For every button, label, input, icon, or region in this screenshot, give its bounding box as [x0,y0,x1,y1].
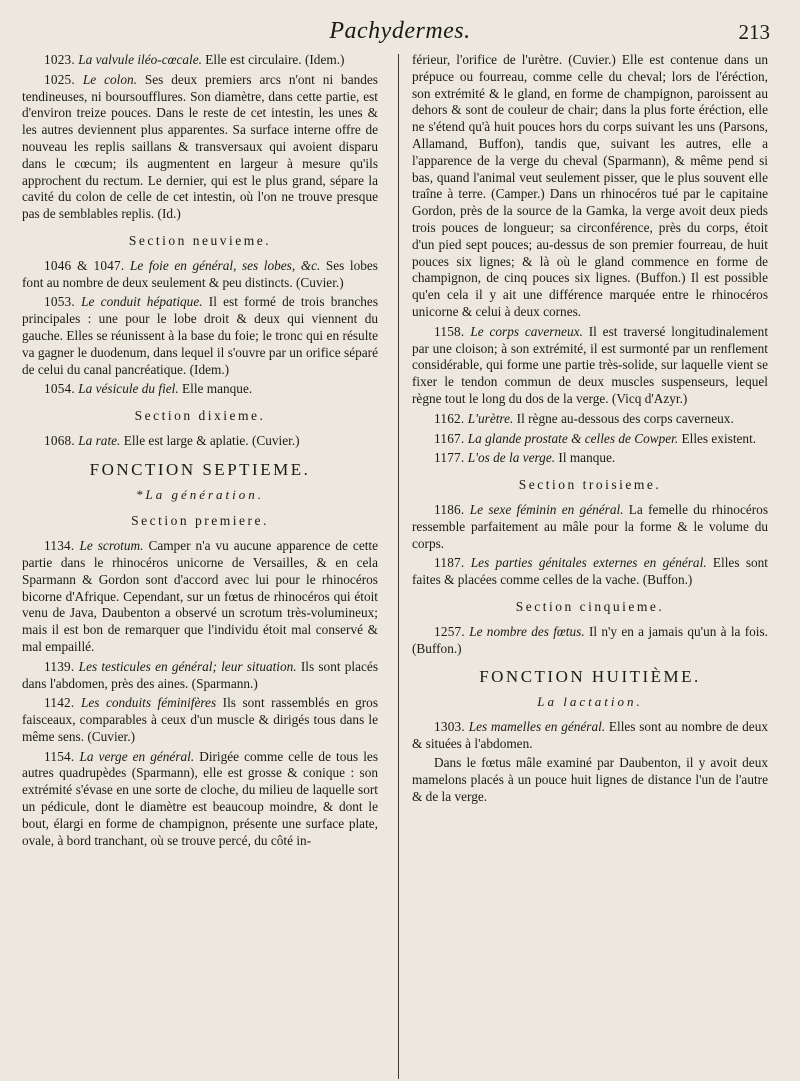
article-title: Les conduits féminifères [80,695,217,711]
subheading: *La génération. [135,486,265,502]
article-title: Les testicules en général; leur situation. [78,658,297,674]
article-title: La verge en général. [79,748,195,764]
section-heading: Section cinquieme. [515,598,665,614]
article-entry [22,538,378,656]
article-number: 1167. [434,430,465,446]
article-number: 1053. [44,294,75,310]
page-number: 213 [738,20,770,44]
article-number: 1186. [434,501,465,517]
article-number: 1054. [44,381,75,397]
article-title: L'os de la verge. [467,450,556,466]
article-entry [412,624,768,658]
article-text: Elle manque. [178,381,253,397]
article-title: Le foie en général, ses lobes, &c. [129,257,321,273]
article-entry [412,719,768,753]
article-number: 1023. [44,52,75,67]
article-number: 1068. [44,432,75,448]
article-number: 1257. [434,623,465,639]
fonction-heading: FONCTION HUITIÈME. [479,667,701,687]
column-divider [398,54,399,1079]
article-number: 1142. [44,695,75,711]
article-title: Le scrotum. [79,538,144,554]
article-entry [412,324,768,408]
article-entry [22,381,378,398]
article-entry [22,433,378,450]
section-heading: Section neuvieme. [128,232,272,248]
right-column [412,52,768,809]
article-number: 1303. [434,718,465,734]
paragraph: Dans le fœtus mâle examiné par Daubenton, il y avoit deux mamelons placés à un pouce huit lignes de distance l'un de l'autre & de la verge. [412,755,768,805]
article-entry [412,502,768,552]
article-entry [22,52,378,69]
article-entry [412,411,768,428]
article-title: Le nombre des fœtus. [469,623,585,639]
article-text: Ses deux premiers arcs n'ont ni bandes tendineuses, ni boursoufflures. Son diamètre, dans cette partie, est d'environ treize pouces. Dans le reste de cet intestin, les unes & les autres deviennent plus apparentes. Sa surface interne offre de nouveau les replis saillans & transversaux qui avoient disparu dans le cœcum; ils augmentent en largeur à mesure qu'ils approchent du rectum. Le dernier, qui est le plus grand, sépare la cavité du colon de celle de cet intestin, où l'on ne trouve presque pas de semblables replis. (Id.) [22,71,378,222]
article-title: Les mamelles en général. [468,718,606,734]
article-title: Le conduit hépatique. [81,294,203,310]
article-number: 1154. [44,748,75,764]
article-text: Ses lobes font au nombre de deux seulement & peu distincts. (Cuvier.) [22,257,378,290]
section-heading: Section troisieme. [518,477,662,493]
article-number: 1158. [434,323,465,339]
article-title: La valvule iléo-cœcale. [78,52,202,67]
section-heading: Section dixieme. [134,408,266,424]
article-text: Camper n'a vu aucune apparence de cette partie dans le rhinocéros unicorne de Versailles, & en cela Sparmann & Gordon sont d'accord avec lui pour le rhinocéros bicorne d'Afrique. Cependant, sur un fœtus de rhinocéros qui étoit venu de Java, Daubenton a observé un scrotum très-volumineux; mais il est bon de remarquer que l'individu étoit mal conservé & mal empaillé. [22,538,379,654]
article-text: Elles sont faites & placées comme celles de la vache. (Buffon.) [412,555,768,588]
article-entry [22,72,378,223]
article-title: Les parties génitales externes en général. [470,555,707,571]
article-entry [412,555,768,589]
article-text: Il est traversé longitudinalement par une cloison; à son extrémité, il est surmonté par un renflement considérable, qui forme une partie très-solide, sur laquelle vient se fixer le tendon commun de deux muscles suspenseurs, lequel règne tout le long du dos de la verge. (Vicq d'Azyr.) [412,323,769,406]
article-text: Il n'y en a jamais qu'un à la fois. (Buffon.) [412,623,769,656]
article-entry [22,294,378,378]
article-number: 1187. [434,555,465,571]
article-text: Il est formé de trois branches principales : une pour le lobe droit & deux qui viennent du gauche. Elles se réunissent à la base du foie; le tronc qui en résulte va gagner le duodenum, dans lequel il s'ouvre par un orifice séparé de celui du canal pancréatique. (Idem.) [22,294,379,377]
section-heading: Section premiere. [131,513,269,529]
article-title: Le sexe féminin en général. [469,501,624,517]
running-title: Pachydermes. [329,18,471,44]
article-entry [22,258,378,292]
article-title: La rate. [78,432,121,448]
article-number: 1046 & 1047. [44,257,125,273]
article-title: La vésicule du fiel. [78,381,179,397]
article-title: L'urètre. [467,410,514,426]
article-title: Le colon. [82,71,137,87]
article-text: Ils sont rassemblés en gros faisceaux, comparables à ceux d'un muscle & dirigés tous dans le même sens. (Cuvier.) [22,695,378,744]
article-entry [412,431,768,448]
article-number: 1025. [44,71,75,87]
article-text: Il règne au-dessous des corps caverneux. [513,410,734,426]
article-text: Dirigée comme celle de tous les autres quadrupèdes (Sparmann), elle est grosse & conique : son extrémité s'évase en une sorte de cloche, du milieu de laquelle sort un pédicule, dont le diamètre est beaucoup moindre, & dont le bout, élargi en forme de champignon, présente une surface plate, ovale, à bord tranchant, où se trouve percé, du côté in- [22,748,378,848]
article-number: 1162. [434,410,465,426]
article-text: Elle est large & aplatie. (Cuvier.) [120,432,300,448]
page-header [0,10,800,50]
continued-paragraph: férieur, l'orifice de l'urètre. (Cuvier.) Elle est contenue dans un prépuce ou fourreau, comme celle du cheval; lors de l'éréction, son extrémité & le gland, en forme de champignon, paroissent au dehors & sont de couleur de chair; dans la plus forte éréction, elle ne s'étend qu'à huit pouces hors du corps suivant les uns (Parsons, Allamand, Buffon), tandis que, suivant les autres, elle a l'apparence de la verge du cheval (Sparmann), & même pend si bas, quand l'animal veut seulement pisser, que le plus souvent elle traîne à terre. (Camper.) Dans un rhinocéros tué par le capitaine Gordon, près de la source de la Gamka, la verge avoit deux pieds trois pouces de longueur; sa circonférence, près du corps, étoit d'un pied sept pouces; au-dessus de son premier fourreau, de huit pouces six lignes; & là où le gland commence en forme de champignon, de cinq pouces six lignes. (Buffon.) Il est possible qu'en cela il y ait une différence marquée entre le rhinocéros unicorne & celui à deux cornes. [412,52,768,319]
article-number: 1139. [44,658,75,674]
article-text: Elles existent. [678,430,757,446]
article-text: Il manque. [555,450,616,466]
article-text: La femelle du rhinocéros ressemble parfaitement au mâle pour la forme & le volume du corps. [412,501,769,551]
fonction-heading: FONCTION SEPTIEME. [89,459,311,479]
subheading: La lactation. [537,694,643,710]
article-number: 1177. [434,450,465,466]
article-entry [412,450,768,467]
article-number: 1134. [44,538,75,554]
article-text: Ils sont placés dans l'abdomen, près des aines. (Sparmann.) [22,658,378,691]
article-entry [22,659,378,693]
article-title: Le corps caverneux. [470,323,583,339]
article-text: Elles sont au nombre de deux & situées à l'abdomen. [412,718,768,751]
article-entry [22,695,378,745]
article-entry [22,749,378,850]
article-title: La glande prostate & celles de Cowper. [467,430,679,446]
left-column [22,52,378,852]
article-text: Elle est circulaire. (Idem.) [201,52,345,67]
